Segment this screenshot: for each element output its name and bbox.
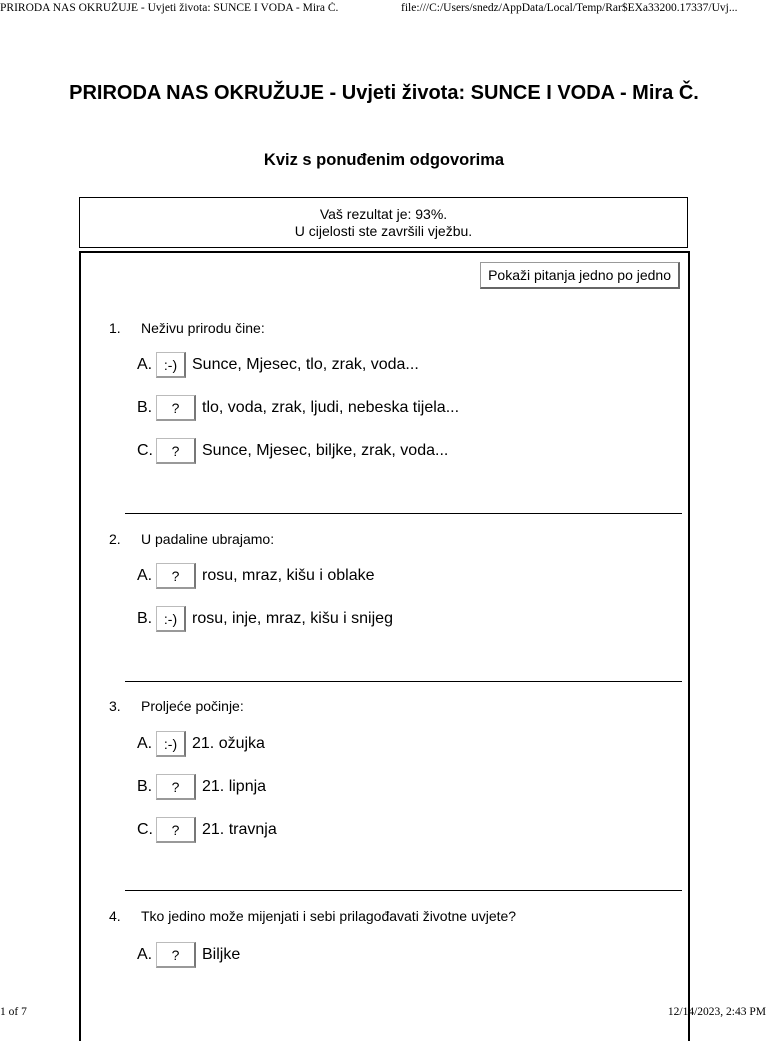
question-number: 3. (109, 698, 121, 714)
answer-feedback-button[interactable]: :-) (156, 352, 186, 378)
question-stem (109, 529, 679, 549)
page-title: PRIRODA NAS OKRUŽUJE - Uvjeti života: SUNCE I VODA - Mira Č. (69, 82, 699, 104)
answer-text: rosu, inje, mraz, kišu i snijeg (192, 610, 393, 627)
score-text: Vaš rezultat je: 93%. (319, 206, 448, 222)
print-footer (0, 1006, 768, 1022)
answer-letter: B. (137, 778, 153, 796)
question-1 (109, 318, 679, 338)
answer-option (137, 773, 266, 801)
answer-feedback-button[interactable]: :-) (156, 731, 186, 757)
answer-letter: C. (137, 821, 153, 839)
question-stem (109, 696, 679, 716)
question-divider (125, 890, 682, 891)
answer-feedback-button[interactable]: :-) (156, 606, 186, 632)
answer-text: Sunce, Mjesec, biljke, zrak, voda... (202, 442, 449, 459)
answer-text: rosu, mraz, kišu i oblake (202, 567, 375, 584)
answer-letter: B. (137, 610, 153, 628)
answer-letter: A. (137, 356, 153, 374)
completion-text: U cijelosti ste završili vježbu. (294, 223, 473, 239)
question-text: U padaline ubrajamo: (141, 531, 275, 547)
answer-option (137, 605, 393, 633)
answer-option (137, 394, 459, 422)
question-3 (109, 696, 679, 716)
print-header-title: PRIRODA NAS OKRUŽUJE - Uvjeti života: SUNCE I VODA - Mira Č. (0, 2, 339, 14)
answer-option (137, 816, 277, 844)
answer-text: Sunce, Mjesec, tlo, zrak, voda... (192, 356, 419, 373)
answer-letter: A. (137, 735, 153, 753)
answer-text: tlo, voda, zrak, ljudi, nebeska tijela... (202, 399, 460, 416)
answer-text: Biljke (202, 946, 241, 963)
question-divider (125, 513, 682, 514)
score-box (79, 197, 688, 248)
print-header-url: file:///C:/Users/snedz/AppData/Local/Temp/Rar$EXa33200.17337/Uvj... (401, 2, 738, 14)
quiz-subtitle: Kviz s ponuđenim odgovorima (263, 151, 505, 169)
question-divider (125, 681, 682, 682)
question-number: 1. (109, 320, 121, 336)
answer-text: 21. lipnja (202, 778, 267, 795)
question-text: Neživu prirodu čine: (141, 320, 265, 336)
question-number: 2. (109, 531, 121, 547)
answer-feedback-button[interactable]: ? (156, 942, 196, 968)
answer-feedback-button[interactable]: ? (156, 563, 196, 589)
answer-option (137, 730, 265, 758)
answer-option (137, 941, 240, 969)
question-text: Tko jedino može mijenjati i sebi prilagođavati životne uvjete? (141, 908, 517, 924)
answer-text: 21. ožujka (192, 735, 265, 752)
answer-letter: C. (137, 442, 153, 460)
print-header (0, 2, 768, 18)
answer-option (137, 562, 375, 590)
answer-letter: A. (137, 946, 153, 964)
question-number: 4. (109, 908, 121, 924)
answer-letter: B. (137, 399, 153, 417)
question-text: Proljeće počinje: (141, 698, 244, 714)
question-4 (109, 906, 679, 926)
page-counter: 1 of 7 (0, 1006, 27, 1018)
answer-feedback-button[interactable]: ? (156, 395, 196, 421)
quiz-container (79, 251, 690, 1041)
question-stem (109, 318, 679, 338)
answer-option (137, 437, 448, 465)
answer-option (137, 351, 419, 379)
print-datetime: 12/14/2023, 2:43 PM (667, 1006, 766, 1018)
answer-feedback-button[interactable]: ? (156, 817, 196, 843)
answer-feedback-button[interactable]: ? (156, 438, 196, 464)
show-questions-one-by-one-button[interactable]: Pokaži pitanja jedno po jedno (480, 262, 680, 289)
answer-text: 21. travnja (202, 821, 277, 838)
question-2 (109, 529, 679, 549)
question-stem (109, 906, 679, 926)
answer-feedback-button[interactable]: ? (156, 774, 196, 800)
answer-letter: A. (137, 567, 153, 585)
